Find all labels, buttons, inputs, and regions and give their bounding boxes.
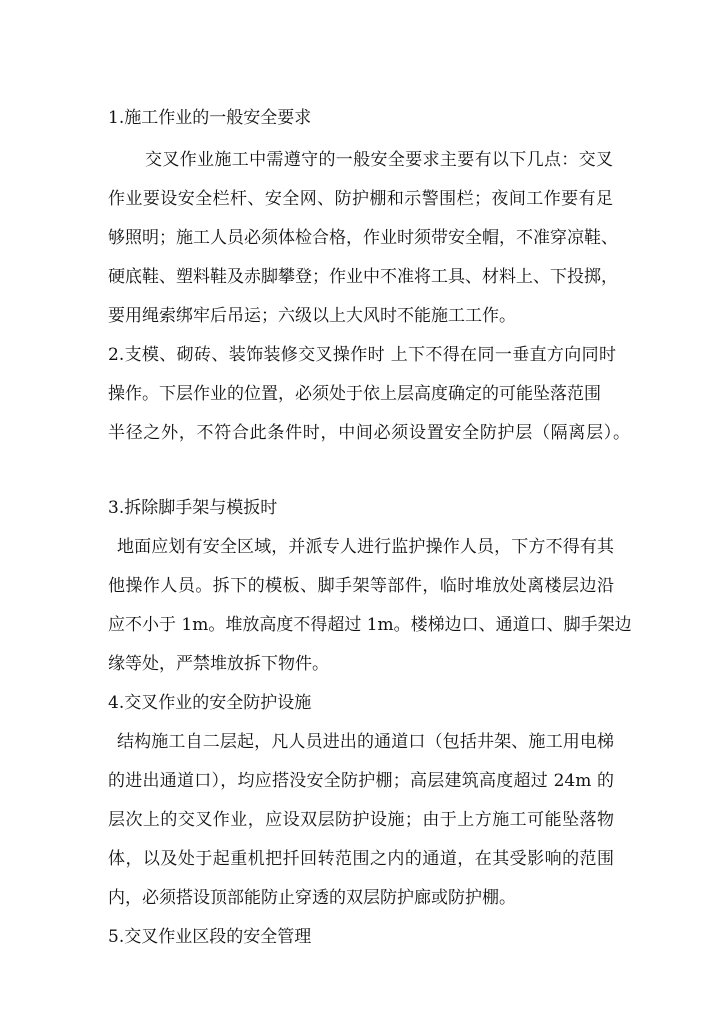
section-4-line-2: 的进出通道口），均应搭没安全防护棚；高层建筑高度超过 24m 的 [108, 771, 614, 791]
section-3-line-2: 他操作人员。拆下的模板、脚手架等部件，临时堆放处离楼层边沿 [108, 576, 614, 596]
section-2-line-3: 半径之外，不符合此条件时，中间必须设置安全防护层（隔离层）。 [108, 423, 630, 443]
section-1-line-3: 够照明；施工人员必须体检合格，作业时须带安全帽，不准穿凉鞋、 [108, 228, 618, 248]
section-2-line-2: 操作。下层作业的位置，必须处于依上层高度确定的可能坠落范围 [108, 384, 601, 404]
section-1-line-1: 交叉作业施工中需遵守的一般安全要求主要有以下几点：交叉 [145, 150, 613, 170]
section-3-line-3: 应不小于 1m。堆放高度不得超过 1m。楼梯边口、通道口、脚手架边 [108, 615, 632, 635]
section-1-line-2: 作业要设安全栏杆、安全网、防护棚和示警围栏；夜间工作要有足 [108, 189, 613, 209]
section-4-heading: 4.交叉作业的安全防护设施 [108, 693, 312, 713]
section-1-line-5: 要用绳索绑牢后吊运；六级以上大风时不能施工工作。 [108, 306, 516, 326]
section-1-heading: 1.施工作业的一般安全要求 [108, 108, 312, 128]
section-3-heading: 3.拆除脚手架与模扳时 [108, 498, 278, 518]
section-5-heading: 5.交叉作业区段的安全管理 [108, 927, 312, 947]
section-1-line-4: 硬底鞋、塑料鞋及赤脚攀登；作业中不准将工具、材料上、下投掷， [108, 267, 618, 287]
section-4-line-3: 层次上的交叉作业，应设双层防护设施；由于上方施工可能坠落物 [108, 810, 614, 830]
section-4-line-5: 内，必须搭设顶部能防止穿透的双层防护廊或防护棚。 [108, 888, 516, 908]
section-4-line-4: 体，以及处于起重机把扦回转范围之内的通道，在其受影响的范围 [108, 849, 614, 869]
section-2-line-1: 2.支模、砌砖、装饰装修交叉操作时 上下不得在同一垂直方向同时 [108, 345, 616, 365]
section-4-line-1: 结构施工自二层起，凡人员进出的通道口（包括井架、施工用电梯 [117, 732, 614, 752]
section-3-line-1: 地面应划有安全区域，并派专人进行监护操作人员，下方不得有其 [117, 537, 614, 557]
section-3-line-4: 缘等处，严禁堆放拆下物件。 [108, 654, 329, 674]
